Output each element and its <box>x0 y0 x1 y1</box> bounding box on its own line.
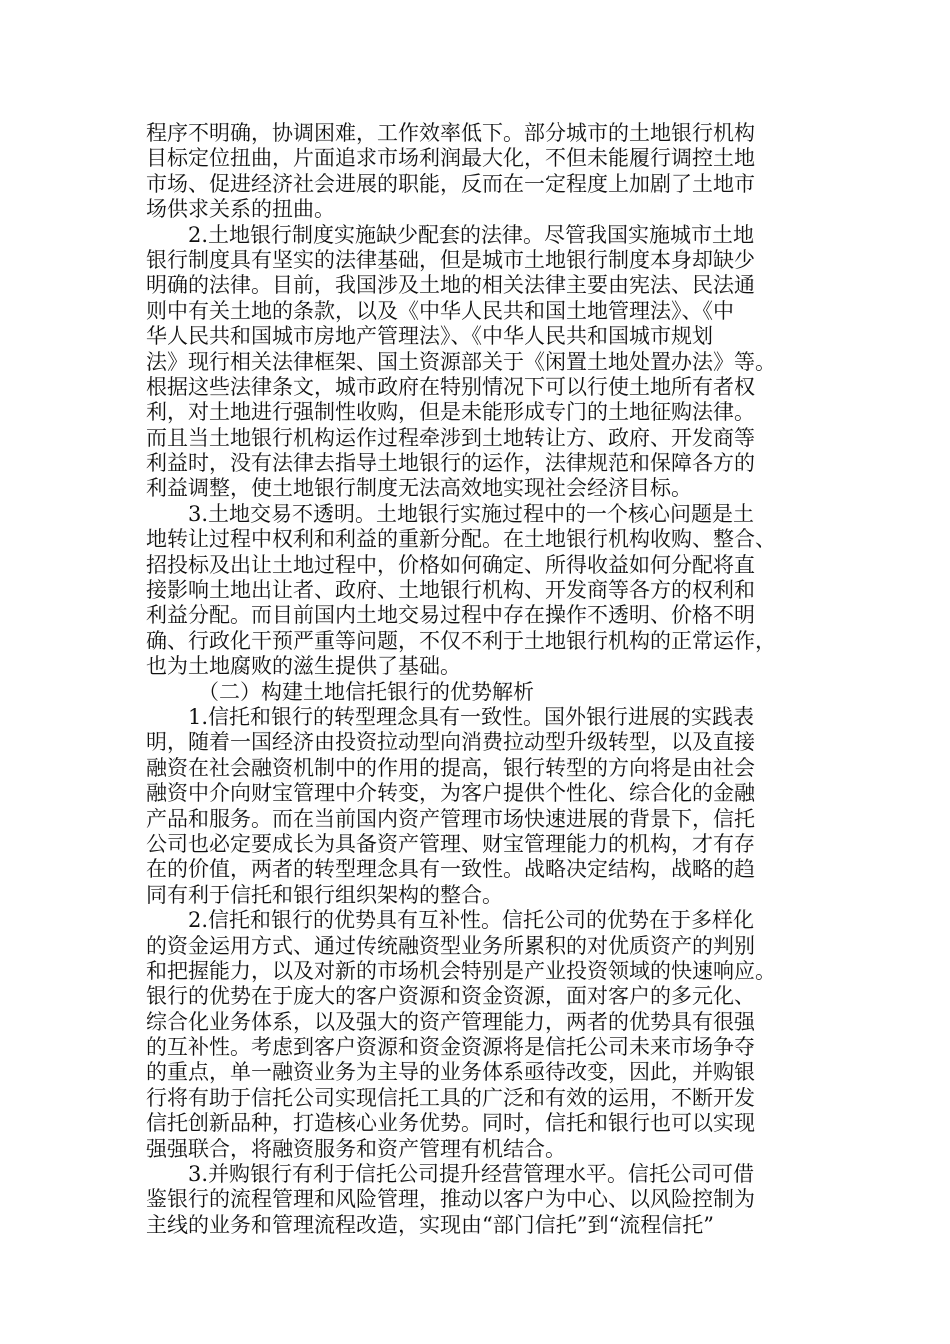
text-line: 同有利于信托和银行组织架构的整合。 <box>146 882 503 907</box>
text-line: 而且当土地银行机构运作过程牵涉到土地转让方、政府、开发商等 <box>146 425 755 450</box>
text-line: 利益分配。而目前国内土地交易过程中存在操作不透明、价格不明 <box>146 603 755 628</box>
text-line: 综合化业务体系，以及强大的资产管理能力，两者的优势具有很强 <box>146 1009 755 1034</box>
text-line: 信托创新品种，打造核心业务优势。同时，信托和银行也可以实现 <box>146 1111 755 1136</box>
paragraph-start-line: 2.土地银行制度实施缺少配套的法律。尽管我国实施城市土地 <box>188 222 755 247</box>
text-line: 的互补性。考虑到客户资源和资金资源将是信托公司未来市场争夺 <box>146 1035 755 1060</box>
text-line: 利益时，没有法律去指导土地银行的运作，法律规范和保障各方的 <box>146 451 755 476</box>
text-line: 的重点，单一融资业务为主导的业务体系亟待改变，因此，并购银 <box>146 1060 755 1085</box>
text-line: 则中有关土地的条款，以及《中华人民共和国土地管理法》、《中 <box>146 298 734 323</box>
text-line: 强强联合，将融资服务和资产管理有机结合。 <box>146 1136 566 1161</box>
text-line: 主线的业务和管理流程改造，实现由“部门信托”到“流程信托” <box>146 1212 714 1237</box>
text-line: 法》现行相关法律框架、国土资源部关于《闲置土地处置办法》等。 <box>146 349 776 374</box>
document-body <box>146 121 806 1238</box>
text-line: 鉴银行的流程管理和风险管理，推动以客户为中心、以风险控制为 <box>146 1187 755 1212</box>
text-line: 明确的法律。目前，我国涉及土地的相关法律主要由宪法、民法通 <box>146 273 755 298</box>
section-heading: （二）构建土地信托银行的优势解析 <box>198 679 534 704</box>
text-line: 也为土地腐败的滋生提供了基础。 <box>146 654 461 679</box>
text-line: 市场、促进经济社会进展的职能，反而在一定程度上加剧了土地市 <box>146 171 755 196</box>
text-line: 确、行政化干预严重等问题，不仅不利于土地银行机构的正常运作， <box>146 628 776 653</box>
paragraph-start-line: 3.土地交易不透明。土地银行实施过程中的一个核心问题是土 <box>188 501 755 526</box>
text-line: 地转让过程中权利和利益的重新分配。在土地银行机构收购、整合、 <box>146 527 776 552</box>
text-line: 银行制度具有坚实的法律基础，但是城市土地银行制度本身却缺少 <box>146 247 755 272</box>
text-line: 场供求关系的扭曲。 <box>146 197 335 222</box>
text-line: 行将有助于信托公司实现信托工具的广泛和有效的运用，不断开发 <box>146 1085 755 1110</box>
text-line: 目标定位扭曲，片面追求市场利润最大化，不但未能履行调控土地 <box>146 146 755 171</box>
text-line: 华人民共和国城市房地产管理法》、《中华人民共和国城市规划 <box>146 324 713 349</box>
text-line: 的资金运用方式、通过传统融资型业务所累积的对优质资产的判别 <box>146 933 755 958</box>
text-line: 在的价值，两者的转型理念具有一致性。战略决定结构，战略的趋 <box>146 857 755 882</box>
text-line: 利，对土地进行强制性收购，但是未能形成专门的土地征购法律。 <box>146 400 755 425</box>
text-line: 招投标及出让土地过程中，价格如何确定、所得收益如何分配将直 <box>146 552 755 577</box>
text-line: 程序不明确，协调困难，工作效率低下。部分城市的土地银行机构 <box>146 121 755 145</box>
text-line: 公司也必定要成长为具备资产管理、财宝管理能力的机构，才有存 <box>146 831 755 856</box>
paragraph-start-line: 2.信托和银行的优势具有互补性。信托公司的优势在于多样化 <box>188 908 755 933</box>
text-line: 银行的优势在于庞大的客户资源和资金资源，面对客户的多元化、 <box>146 984 755 1009</box>
text-line: 接影响土地出让者、政府、土地银行机构、开发商等各方的权利和 <box>146 578 755 603</box>
paragraph-start-line: 3.并购银行有利于信托公司提升经营管理水平。信托公司可借 <box>188 1162 755 1187</box>
text-line: 产品和服务。而在当前国内资产管理市场快速进展的背景下，信托 <box>146 806 755 831</box>
paragraph-start-line: 1.信托和银行的转型理念具有一致性。国外银行进展的实践表 <box>188 704 755 729</box>
text-line: 融资在社会融资机制中的作用的提高，银行转型的方向将是由社会 <box>146 755 755 780</box>
text-line: 根据这些法律条文，城市政府在特别情况下可以行使土地所有者权 <box>146 374 755 399</box>
text-line: 利益调整，使土地银行制度无法高效地实现社会经济目标。 <box>146 476 692 501</box>
text-line: 和把握能力，以及对新的市场机会特别是产业投资领域的快速响应。 <box>146 958 776 983</box>
text-line: 明，随着一国经济由投资拉动型向消费拉动型升级转型，以及直接 <box>146 730 755 755</box>
text-line: 融资中介向财宝管理中介转变，为客户提供个性化、综合化的金融 <box>146 781 755 806</box>
